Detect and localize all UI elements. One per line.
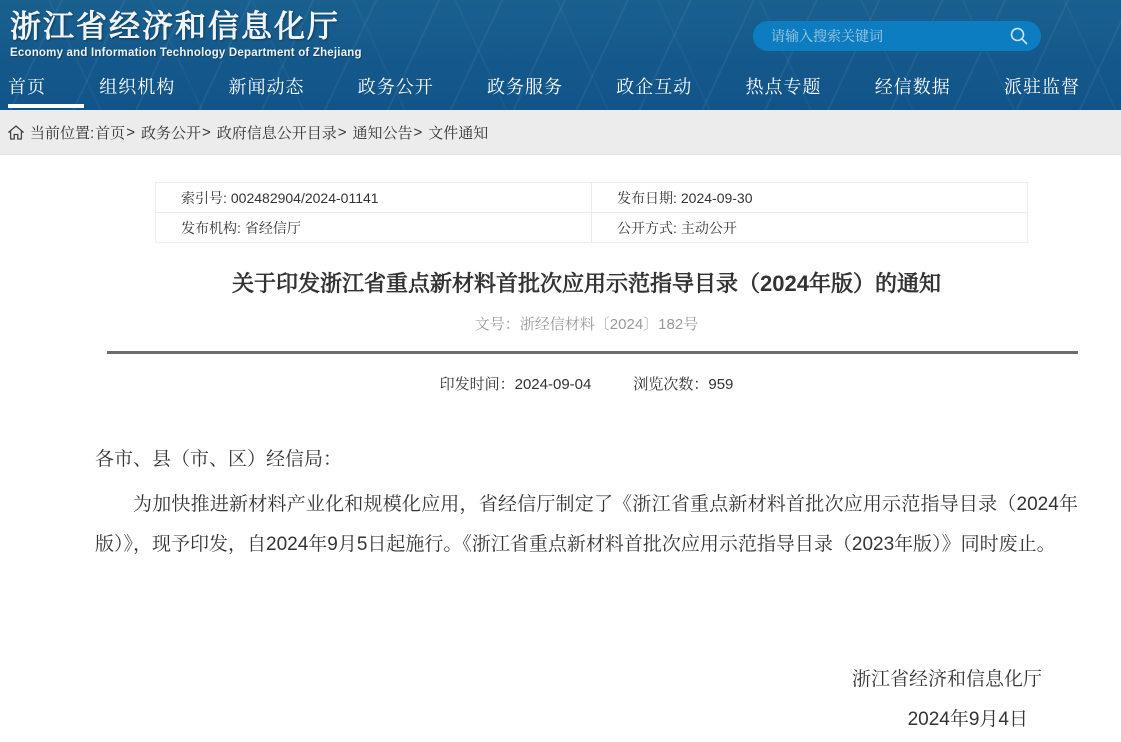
table-row	[156, 183, 1028, 213]
breadcrumb-prefix: 当前位置:	[30, 124, 95, 142]
meta-publish-date	[592, 183, 1028, 213]
article	[95, 269, 1078, 740]
nav-item-data[interactable]: 经信数据	[874, 77, 951, 97]
print-time	[440, 373, 592, 394]
content	[0, 182, 1121, 740]
signature-date: 2024年9月4日	[907, 709, 1028, 730]
breadcrumb-item-info-catalog[interactable]: 政府信息公开目录	[216, 124, 337, 142]
nav-item-home[interactable]: 首页	[8, 68, 46, 110]
table-row	[156, 213, 1028, 243]
search-input[interactable]	[771, 28, 1009, 44]
page-title: 关于印发浙江省重点新材料首批次应用示范指导目录（2024年版）的通知	[232, 271, 941, 296]
site-subtitle: Economy and Information Technology Department of Zhejiang	[10, 47, 362, 59]
doc-number-value: 浙经信材料〔2024〕182号	[519, 316, 699, 333]
header-top	[0, 0, 1121, 68]
article-paragraph: 为加快推进新材料产业化和规模化应用，省经信厅制定了《浙江省重点新材料首批次应用示范指导目录（2024年版）》，现予印发，自2024年9月5日起施行。《浙江省重点新材料首批次应用示范指导目录（2023年版）》同时废止。	[95, 494, 1078, 555]
meta-disclosure-method	[592, 213, 1028, 243]
view-count-value: 959	[708, 376, 734, 393]
signature-organization: 浙江省经济和信息化厅	[851, 669, 1042, 690]
nav-item-interaction[interactable]: 政企互动	[616, 77, 693, 97]
meta-label: 公开方式:	[617, 219, 677, 236]
article-body	[95, 440, 1078, 565]
breadcrumb-item-notices[interactable]: 通知公告	[352, 124, 413, 142]
meta-label: 发布日期:	[617, 189, 677, 206]
breadcrumb-item-gov-disclosure[interactable]: 政务公开	[140, 124, 201, 142]
site-logo[interactable]	[10, 9, 362, 59]
print-time-value: 2024-09-04	[514, 376, 592, 393]
view-count	[633, 373, 733, 394]
meta-value: 省经信厅	[244, 219, 301, 236]
search-box[interactable]	[753, 21, 1041, 51]
breadcrumb-separator: >	[337, 123, 347, 141]
print-time-label: 印发时间：	[439, 376, 515, 393]
meta-value: 002482904/2024-01141	[230, 189, 379, 206]
breadcrumb-separator: >	[413, 123, 423, 141]
meta-index-number	[156, 183, 592, 213]
publication-info	[95, 373, 1078, 394]
meta-value: 主动公开	[680, 219, 737, 236]
search-icon[interactable]	[1009, 26, 1029, 46]
breadcrumb-item-home[interactable]: 首页	[95, 124, 126, 142]
nav-item-supervision[interactable]: 派驻监督	[1004, 77, 1080, 97]
nav-item-organization[interactable]: 组织机构	[99, 77, 176, 97]
site-header	[0, 0, 1121, 110]
home-icon[interactable]	[8, 125, 24, 140]
nav-item-hot-topics[interactable]: 热点专题	[745, 77, 822, 97]
main-nav	[0, 68, 1121, 110]
meta-value: 2024-09-30	[680, 189, 753, 206]
doc-number	[95, 313, 1078, 334]
breadcrumb	[0, 110, 1121, 155]
breadcrumb-separator: >	[126, 123, 135, 141]
nav-item-gov-disclosure[interactable]: 政务公开	[357, 77, 434, 97]
meta-label: 索引号:	[181, 189, 227, 206]
nav-item-gov-services[interactable]: 政务服务	[487, 77, 563, 97]
view-count-label: 浏览次数：	[633, 376, 709, 393]
signature-block	[95, 660, 1078, 740]
doc-number-label: 文号：	[474, 316, 520, 333]
document-meta-table	[155, 182, 1028, 243]
nav-item-news[interactable]: 新闻动态	[228, 77, 305, 97]
breadcrumb-separator: >	[201, 123, 211, 141]
salutation: 各市、县（市、区）经信局：	[95, 449, 343, 470]
meta-label: 发布机构:	[181, 219, 241, 236]
breadcrumb-item-document-notice[interactable]: 文件通知	[428, 124, 489, 142]
title-divider	[107, 351, 1078, 354]
site-title: 浙江省经济和信息化厅	[10, 9, 340, 44]
meta-publish-org	[156, 213, 592, 243]
